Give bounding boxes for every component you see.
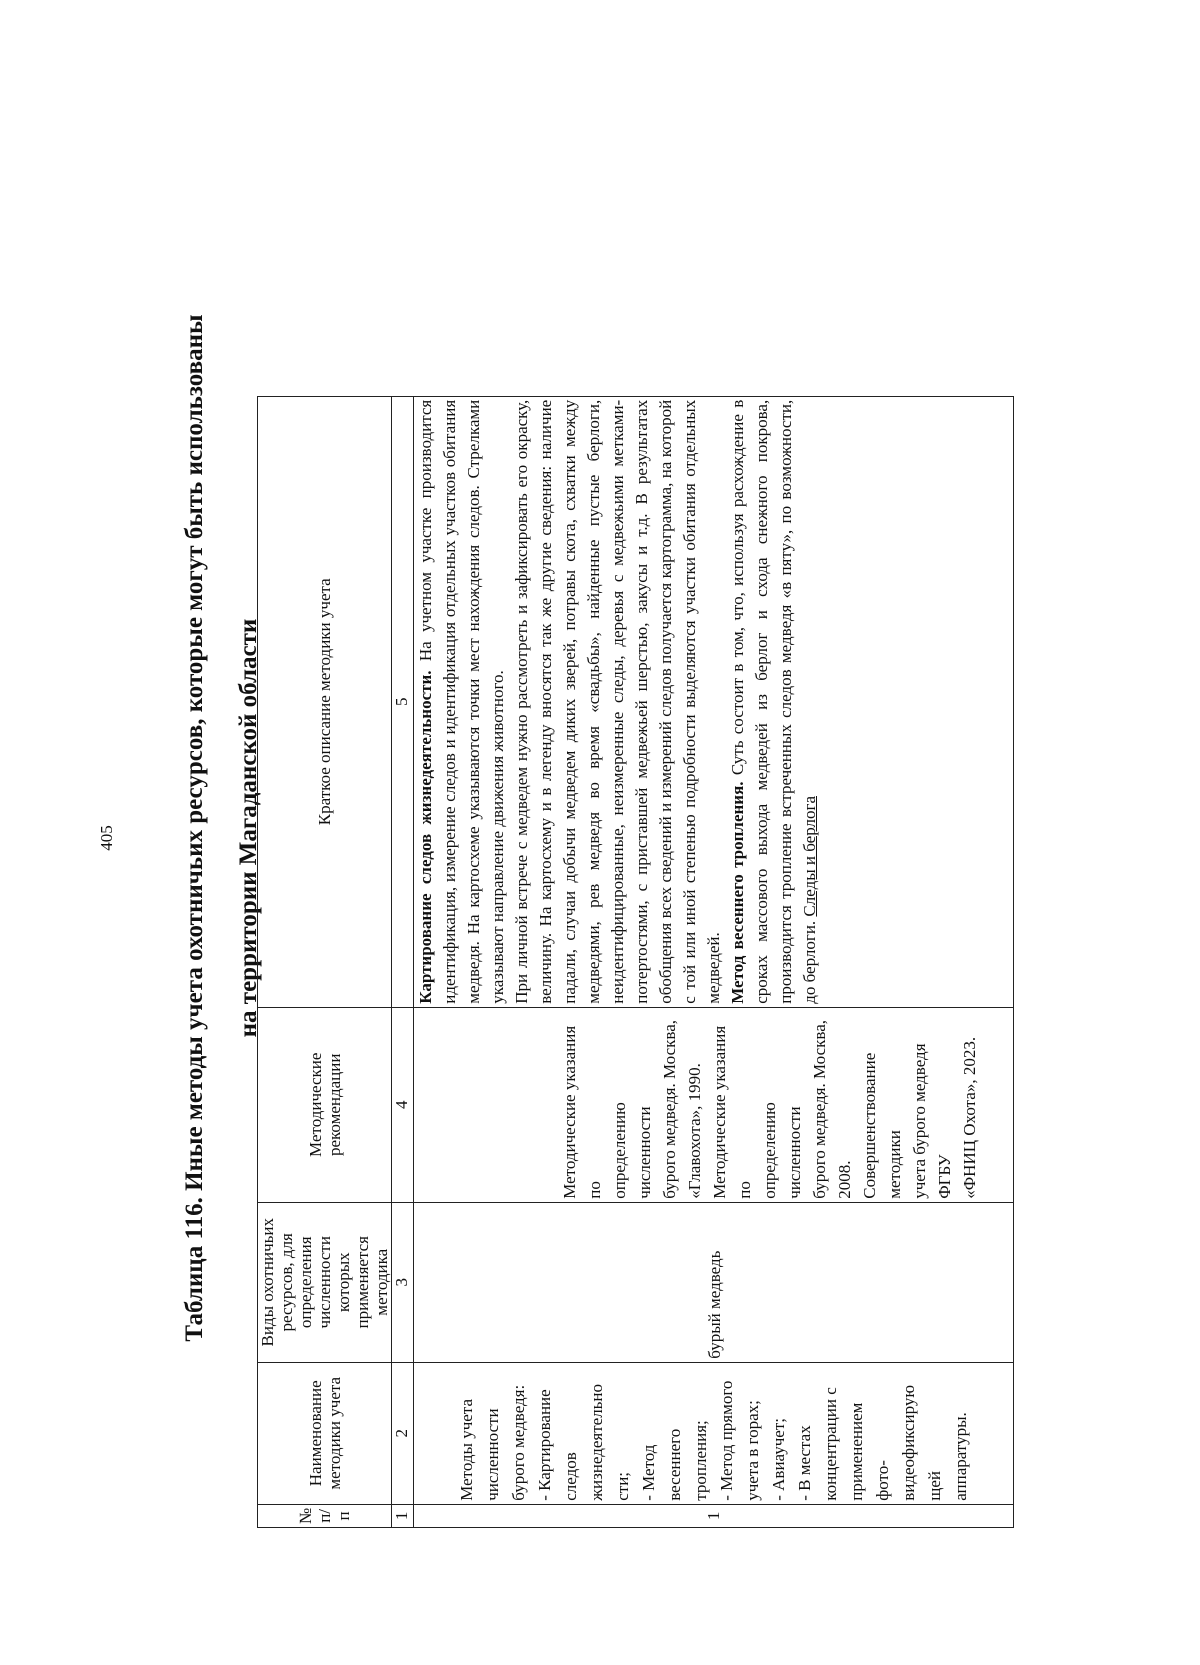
column-number-row (392, 396, 414, 1527)
column-number-3: 3 (392, 1202, 414, 1362)
description-paragraph-mapping: Картирование следов жизнедеятельности. На учетном участке производится идентификация, измерение следов и идентификация отдельных участков обитания медведя. На картосхеме указываются точки мест нахождения следов. Стрелками указывают направление движения животного. (416, 399, 507, 1004)
header-recommendations: Методические рекомендации (258, 1007, 392, 1202)
column-number-5: 5 (392, 396, 414, 1007)
header-description: Краткое описание методики учета (258, 396, 392, 1007)
rotated-page-content (180, 128, 1070, 1528)
column-number-4: 4 (392, 1007, 414, 1202)
page-number: 405 (97, 825, 116, 851)
species-cell: бурый медведь (414, 1202, 1014, 1362)
description-paragraph-tracking: Метод весеннего тропления. Суть состоит в том, что, используя расхождение в сроках массового выхода медведей из берлог и схода снежного покрова, производится тропление встреченных следов медведя «в пяту», по возможности, до берлоги. Следы и берлога (728, 399, 819, 1004)
column-number-2: 2 (392, 1362, 414, 1504)
table-subtitle: на территории Магаданской области (235, 618, 262, 1038)
table-title: Таблица 116. Иные методы учета охотничьих ресурсов, которые могут быть использованы (181, 314, 208, 1342)
description-paragraph-encounter: При личной встрече с медведем нужно рассмотреть и зафиксировать его окраску, величину. На картосхему и в легенду вносятся так же другие сведения: наличие падали, случаи добычи медведем диких зверей, потравы скота, схватки между медведями, рев медведя во время «свадьбы», найденные пустые берлоги, неидентифицированные, неизмеренные следы, деревья с медвежьими метками-потертостями, с приставшей медвежьей шерстью, закусы и т.д. В результатах обобщения всех сведений и измерений следов получается картограмма, на которой с той или иной степенью подробности выделяются участки обитания отдельных медведей. (512, 399, 723, 1004)
header-species: Виды охотничьих ресурсов, для определения численности которых применяется методика (258, 1202, 392, 1362)
header-method-name: Наименование методики учета (258, 1362, 392, 1504)
description-cell (414, 396, 1014, 1007)
recommendations-cell: Методические указания по определению численности бурого медведя. Москва, «Главохота», 1990. Методические указания по определению численности бурого медведя. Москва, 2008. Совершенствование методики учета бурого медведя ФГБУ «ФНИЦ Охота», 2023. (414, 1007, 1014, 1202)
method-name-cell: Методы учета численности бурого медведя: - Картирование следов жизнедеятельно сти; - Метод весеннего тропления; - Метод прямого учета в горах; - Авиаучет; - В местах концентрации с применением фото- видеофиксирую щей аппаратуры. (414, 1362, 1014, 1504)
table-row (414, 396, 1014, 1527)
row-number: 1 (414, 1504, 1014, 1527)
header-number: № п/п (258, 1504, 392, 1527)
column-number-1: 1 (392, 1504, 414, 1527)
header-row (258, 396, 392, 1527)
methods-table (257, 396, 1014, 1528)
